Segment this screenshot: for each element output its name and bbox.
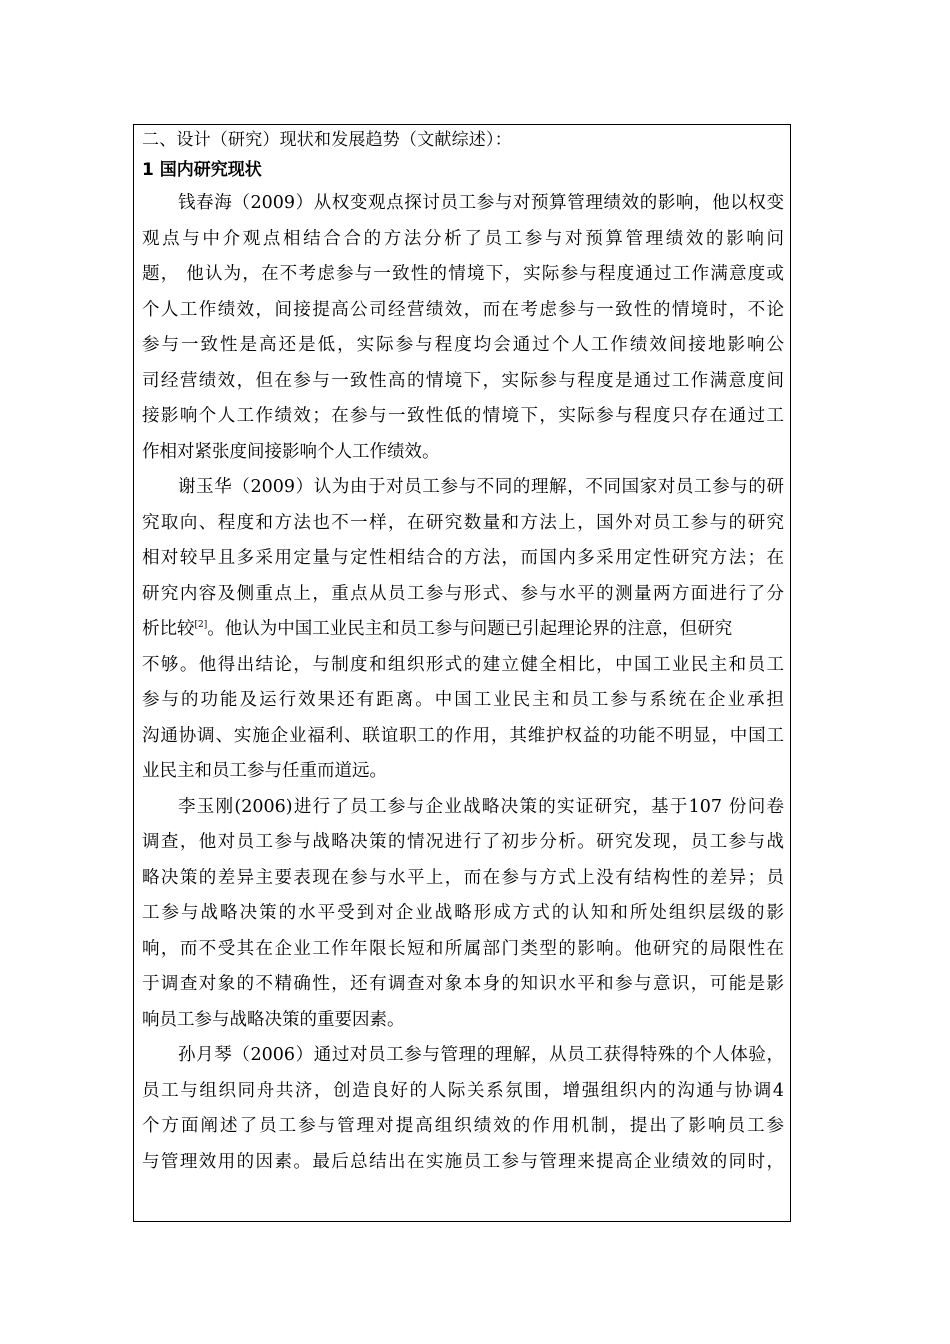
text-line: 孙月琴（2006）通过对员工参与管理的理解，从员工获得特殊的个人体验， [178,1045,784,1065]
section-heading: 二、设计（研究）现状和发展趋势（文献综述）： [142,130,512,150]
text-line: 响，而不受其在企业工作年限长短和所属部门类型的影响。他研究的局限性在 [142,938,784,959]
subsection-heading: 1 国内研究现状 [142,160,262,180]
text-line: 参与一致性是高还是低，实际参与程度均会通过个人工作绩效间接地影响公 [142,335,784,355]
text-line: 李玉刚(2006)进行了员工参与企业战略决策的实证研究，基于107 份问卷 [178,796,784,817]
citation-marker: [2] [194,620,208,630]
text-line: 个方面阐述了员工参与管理对提高组织绩效的作用机制，提出了影响员工参 [142,1116,784,1136]
text-line: 参与的功能及运行效果还有距离。中国工业民主和员工参与系统在企业承担 [142,690,784,710]
paragraph-sun-yueqin [142,1038,784,1180]
text-line: 工参与战略决策的水平受到对企业战略形成方式的认知和所处组织层级的影 [142,903,784,923]
text-line: 略决策的差异主要表现在参与水平上，而在参与方式上没有结构性的差异；员 [142,867,784,888]
text-line: 钱春海（2009）从权变观点探讨员工参与对预算管理绩效的影响，他以权变 [178,193,784,213]
paragraph-xie-yuhua [142,470,784,790]
text-line: 接影响个人工作绩效；在参与一致性低的情境下，实际参与程度只存在通过工 [142,406,784,426]
text-line: 司经营绩效，但在参与一致性高的情境下，实际参与程度是通过工作满意度间 [142,370,784,391]
text-line: 调查，他对员工参与战略决策的情况进行了初步分析。研究发现，员工参与战 [142,832,784,852]
text-line: 谢玉华（2009）认为由于对员工参与不同的理解，不同国家对员工参与的研 [178,477,784,497]
text-line: 作相对紧张度间接影响个人工作绩效。 [142,441,440,462]
text-line-with-citation [142,612,784,648]
text-line: 与管理效用的因素。最后总结出在实施员工参与管理来提高企业绩效的同时， [142,1151,784,1172]
text-line: 不够。他得出结论，与制度和组织形式的建立健全相比，中国工业民主和员工 [142,654,784,675]
line-text-after: 。他认为中国工业民主和员工参与问题已引起理论界的注意，但研究 [207,619,733,639]
paragraph-li-yugang [142,790,784,1039]
text-line: 究取向、程度和方法也不一样，在研究数量和方法上，国外对员工参与的研究 [142,512,784,533]
line-text-before: 析比较 [142,619,195,639]
text-line: 题， 他认为，在不考虑参与一致性的情境下，实际参与程度通过工作满意度或 [142,264,784,284]
text-line: 响员工参与战略决策的重要因素。 [142,1009,405,1030]
text-line: 相对较早且多采用定量与定性相结合的方法，而国内多采用定性研究方法；在 [142,548,784,568]
text-line: 于调查对象的不精确性，还有调查对象本身的知识水平和参与意识，可能是影 [142,974,784,994]
literature-review-box [133,124,791,1222]
paragraph-qian-chunhai [142,186,784,470]
text-line: 研究内容及侧重点上，重点从员工参与形式、参与水平的测量两方面进行了分 [142,583,784,604]
text-line: 沟通协调、实施企业福利、联谊职工的作用，其维护权益的功能不明显，中国工 [142,725,784,746]
text-line: 员工与组织同舟共济，创造良好的人际关系氛围，增强组织内的沟通与协调4 [142,1080,784,1101]
text-line: 观点与中介观点相结合合的方法分析了员工参与对预算管理绩效的影响问 [142,228,784,249]
text-line: 个人工作绩效，间接提高公司经营绩效，而在考虑参与一致性的情境时，不论 [142,299,784,320]
text-line: 业民主和员工参与任重而道远。 [142,761,387,781]
